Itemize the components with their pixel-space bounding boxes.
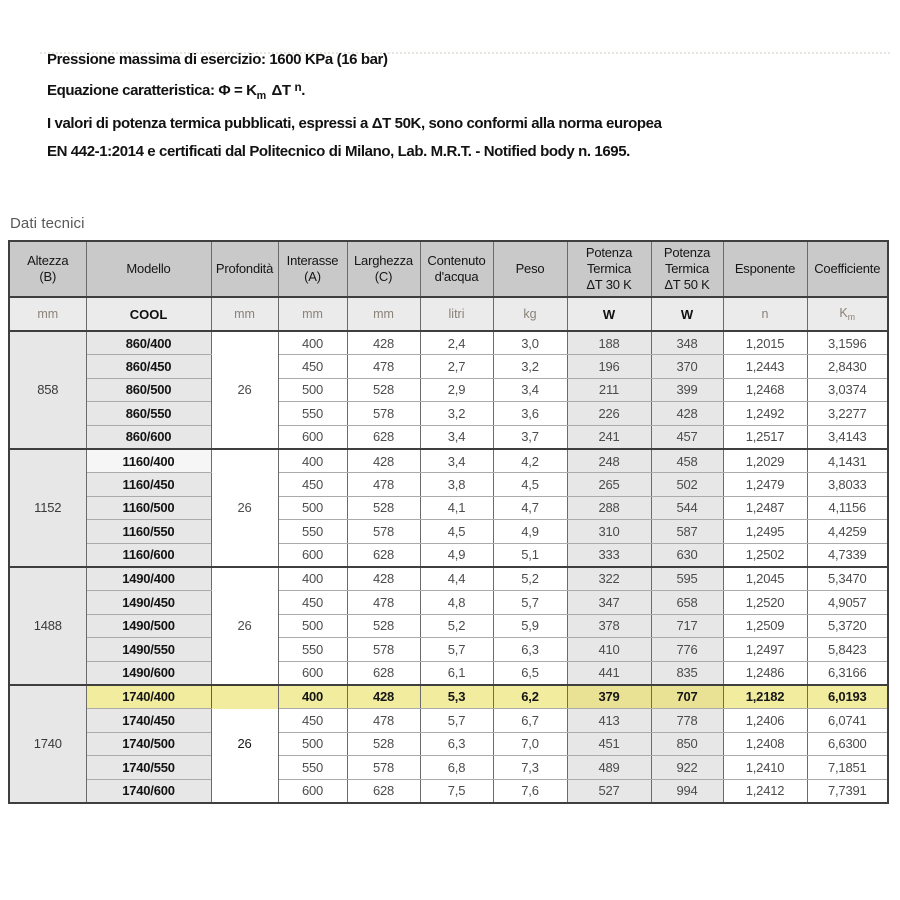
table-row-1490-500 xyxy=(9,614,888,638)
cell-coefficiente: 3,4143 xyxy=(807,425,888,449)
cell-interasse: 400 xyxy=(278,567,347,591)
cell-modello: 1490/400 xyxy=(86,567,211,591)
cell-contenuto: 3,8 xyxy=(420,473,493,497)
cell-p50: 776 xyxy=(651,638,723,662)
cell-contenuto: 2,7 xyxy=(420,355,493,379)
cell-p50: 778 xyxy=(651,709,723,733)
cell-peso: 6,2 xyxy=(493,685,567,709)
cell-p30: 413 xyxy=(567,709,651,733)
cell-larghezza: 428 xyxy=(347,567,420,591)
cell-p50: 457 xyxy=(651,425,723,449)
col-header-coefficiente: Coefficiente xyxy=(807,241,888,297)
col-header-potenza-30k: Potenza Termica ΔT 30 K xyxy=(567,241,651,297)
cell-interasse: 400 xyxy=(278,449,347,473)
cell-esponente: 1,2497 xyxy=(723,638,807,662)
table-row-860-550 xyxy=(9,402,888,426)
cell-esponente: 1,2520 xyxy=(723,591,807,615)
technical-data-table xyxy=(8,240,889,804)
cell-p50: 595 xyxy=(651,567,723,591)
cell-altezza: 1740 xyxy=(9,685,86,803)
cell-peso: 3,2 xyxy=(493,355,567,379)
cell-coefficiente: 4,9057 xyxy=(807,591,888,615)
unit-profondita: mm xyxy=(211,297,278,331)
cell-p50: 370 xyxy=(651,355,723,379)
cell-contenuto: 3,4 xyxy=(420,425,493,449)
unit-esponente: n xyxy=(723,297,807,331)
cell-contenuto: 5,7 xyxy=(420,638,493,662)
cell-modello: 1160/550 xyxy=(86,520,211,544)
cell-p50: 458 xyxy=(651,449,723,473)
cell-altezza: 858 xyxy=(9,331,86,449)
col-header-modello: Modello xyxy=(86,241,211,297)
cell-larghezza: 628 xyxy=(347,425,420,449)
cell-coefficiente: 2,8430 xyxy=(807,355,888,379)
cell-contenuto: 4,4 xyxy=(420,567,493,591)
cell-peso: 3,7 xyxy=(493,425,567,449)
cell-larghezza: 478 xyxy=(347,709,420,733)
cell-p30: 196 xyxy=(567,355,651,379)
cell-larghezza: 478 xyxy=(347,355,420,379)
table-row-1740-450 xyxy=(9,709,888,733)
cell-coefficiente: 3,1596 xyxy=(807,331,888,355)
unit-coefficiente: $K_m$ xyxy=(807,297,888,331)
unit-potenza-50k: W xyxy=(651,297,723,331)
cell-larghezza: 578 xyxy=(347,756,420,780)
cell-contenuto: 6,3 xyxy=(420,732,493,756)
cell-p50: 399 xyxy=(651,378,723,402)
cell-modello: 1740/550 xyxy=(86,756,211,780)
cell-modello: 1740/600 xyxy=(86,779,211,803)
cell-esponente: 1,2045 xyxy=(723,567,807,591)
col-header-profondita: Profondità xyxy=(211,241,278,297)
cell-esponente: 1,2410 xyxy=(723,756,807,780)
cell-esponente: 1,2406 xyxy=(723,709,807,733)
cell-p50: 717 xyxy=(651,614,723,638)
col-header-potenza-50k: Potenza Termica ΔT 50 K xyxy=(651,241,723,297)
cell-p50: 922 xyxy=(651,756,723,780)
cell-p30: 248 xyxy=(567,449,651,473)
cell-modello: 1160/500 xyxy=(86,496,211,520)
cell-p30: 410 xyxy=(567,638,651,662)
cell-coefficiente: 3,8033 xyxy=(807,473,888,497)
cell-p30: 333 xyxy=(567,543,651,567)
cell-larghezza: 478 xyxy=(347,591,420,615)
cell-p30: 188 xyxy=(567,331,651,355)
unit-potenza-30k: W xyxy=(567,297,651,331)
unit-altezza: mm xyxy=(9,297,86,331)
cell-esponente: 1,2015 xyxy=(723,331,807,355)
col-header-larghezza: Larghezza (C) xyxy=(347,241,420,297)
cell-contenuto: 7,5 xyxy=(420,779,493,803)
cell-p30: 527 xyxy=(567,779,651,803)
cell-peso: 6,3 xyxy=(493,638,567,662)
unit-contenuto: litri xyxy=(420,297,493,331)
cell-p50: 994 xyxy=(651,779,723,803)
cell-larghezza: 628 xyxy=(347,543,420,567)
cell-modello: 1490/450 xyxy=(86,591,211,615)
cell-interasse: 550 xyxy=(278,402,347,426)
cell-coefficiente: 4,4259 xyxy=(807,520,888,544)
table-row-1160-400 xyxy=(9,449,888,473)
units-row xyxy=(9,297,888,331)
cell-interasse: 500 xyxy=(278,614,347,638)
unit-modello: COOL xyxy=(86,297,211,331)
cell-interasse: 600 xyxy=(278,425,347,449)
cell-contenuto: 2,4 xyxy=(420,331,493,355)
cell-interasse: 400 xyxy=(278,685,347,709)
cell-interasse: 600 xyxy=(278,661,347,685)
equation-prefix: Equazione caratteristica: Φ = K xyxy=(47,81,257,99)
cell-esponente: 1,2487 xyxy=(723,496,807,520)
cell-peso: 7,6 xyxy=(493,779,567,803)
cell-coefficiente: 6,0741 xyxy=(807,709,888,733)
cell-p50: 348 xyxy=(651,331,723,355)
cell-modello: 860/500 xyxy=(86,378,211,402)
equation-period: . xyxy=(301,81,305,99)
cell-p30: 347 xyxy=(567,591,651,615)
cell-esponente: 1,2486 xyxy=(723,661,807,685)
cell-contenuto: 5,2 xyxy=(420,614,493,638)
cell-coefficiente: 6,6300 xyxy=(807,732,888,756)
cell-coefficiente: 4,1431 xyxy=(807,449,888,473)
cell-esponente: 1,2443 xyxy=(723,355,807,379)
cell-peso: 3,4 xyxy=(493,378,567,402)
cell-esponente: 1,2509 xyxy=(723,614,807,638)
cell-esponente: 1,2412 xyxy=(723,779,807,803)
cell-modello: 1740/500 xyxy=(86,732,211,756)
cell-profondita: 26 xyxy=(211,449,278,567)
cell-interasse: 450 xyxy=(278,709,347,733)
cell-interasse: 400 xyxy=(278,331,347,355)
cell-altezza: 1152 xyxy=(9,449,86,567)
cell-interasse: 550 xyxy=(278,638,347,662)
cell-p30: 489 xyxy=(567,756,651,780)
cell-esponente: 1,2182 xyxy=(723,685,807,709)
cell-peso: 7,0 xyxy=(493,732,567,756)
cell-modello: 860/450 xyxy=(86,355,211,379)
equation-subscript-m: m xyxy=(256,89,266,102)
cell-coefficiente: 6,0193 xyxy=(807,685,888,709)
table-row-1160-600 xyxy=(9,543,888,567)
cell-esponente: 1,2408 xyxy=(723,732,807,756)
cell-interasse: 450 xyxy=(278,473,347,497)
cell-larghezza: 578 xyxy=(347,520,420,544)
cell-p50: 630 xyxy=(651,543,723,567)
cell-modello: 860/600 xyxy=(86,425,211,449)
cell-larghezza: 578 xyxy=(347,402,420,426)
cell-contenuto: 2,9 xyxy=(420,378,493,402)
cell-esponente: 1,2517 xyxy=(723,425,807,449)
cell-larghezza: 428 xyxy=(347,685,420,709)
cell-coefficiente: 5,3720 xyxy=(807,614,888,638)
cell-coefficiente: 5,8423 xyxy=(807,638,888,662)
cell-peso: 4,9 xyxy=(493,520,567,544)
col-header-contenuto: Contenuto d'acqua xyxy=(420,241,493,297)
cell-coefficiente: 4,7339 xyxy=(807,543,888,567)
cell-esponente: 1,2502 xyxy=(723,543,807,567)
cell-p50: 658 xyxy=(651,591,723,615)
cell-coefficiente: 7,1851 xyxy=(807,756,888,780)
table-row-1490-550 xyxy=(9,638,888,662)
cell-peso: 5,2 xyxy=(493,567,567,591)
cell-larghezza: 578 xyxy=(347,638,420,662)
col-header-altezza: Altezza (B) xyxy=(9,241,86,297)
table-row-860-400 xyxy=(9,331,888,355)
cell-peso: 4,7 xyxy=(493,496,567,520)
cell-modello: 860/550 xyxy=(86,402,211,426)
cell-p50: 707 xyxy=(651,685,723,709)
cell-contenuto: 3,4 xyxy=(420,449,493,473)
table-row-1740-550 xyxy=(9,756,888,780)
table-row-860-450 xyxy=(9,355,888,379)
cell-larghezza: 628 xyxy=(347,779,420,803)
table-row-1740-600 xyxy=(9,779,888,803)
cell-peso: 5,1 xyxy=(493,543,567,567)
cell-peso: 6,5 xyxy=(493,661,567,685)
cell-p30: 265 xyxy=(567,473,651,497)
cell-coefficiente: 4,1156 xyxy=(807,496,888,520)
cell-peso: 5,9 xyxy=(493,614,567,638)
cell-p30: 379 xyxy=(567,685,651,709)
cell-modello: 1490/600 xyxy=(86,661,211,685)
cell-modello: 1740/400 xyxy=(86,685,211,709)
cell-p50: 502 xyxy=(651,473,723,497)
cell-interasse: 500 xyxy=(278,378,347,402)
cell-larghezza: 528 xyxy=(347,378,420,402)
cell-esponente: 1,2495 xyxy=(723,520,807,544)
cell-interasse: 500 xyxy=(278,496,347,520)
cell-peso: 6,7 xyxy=(493,709,567,733)
cell-modello: 1160/450 xyxy=(86,473,211,497)
cell-contenuto: 4,8 xyxy=(420,591,493,615)
table-row-860-500 xyxy=(9,378,888,402)
cell-esponente: 1,2029 xyxy=(723,449,807,473)
col-header-esponente: Esponente xyxy=(723,241,807,297)
cell-larghezza: 428 xyxy=(347,449,420,473)
cell-larghezza: 528 xyxy=(347,614,420,638)
cell-modello: 1740/450 xyxy=(86,709,211,733)
table-row-1490-600 xyxy=(9,661,888,685)
cell-contenuto: 6,8 xyxy=(420,756,493,780)
cell-contenuto: 6,1 xyxy=(420,661,493,685)
cell-peso: 5,7 xyxy=(493,591,567,615)
cell-contenuto: 3,2 xyxy=(420,402,493,426)
unit-peso: kg xyxy=(493,297,567,331)
cell-interasse: 600 xyxy=(278,543,347,567)
cell-peso: 4,5 xyxy=(493,473,567,497)
cell-esponente: 1,2492 xyxy=(723,402,807,426)
cell-p30: 211 xyxy=(567,378,651,402)
header-row xyxy=(9,241,888,297)
cell-p30: 310 xyxy=(567,520,651,544)
cell-interasse: 500 xyxy=(278,732,347,756)
cell-peso: 3,6 xyxy=(493,402,567,426)
cell-larghezza: 478 xyxy=(347,473,420,497)
table-row-1160-500 xyxy=(9,496,888,520)
table-row-1740-500 xyxy=(9,732,888,756)
intro-line-equation xyxy=(47,74,662,111)
intro-line-certificati: EN 442-1:2014 e certificati dal Politecnico di Milano, Lab. M.R.T. - Notified body n. 1695. xyxy=(47,142,630,160)
cell-larghezza: 428 xyxy=(347,331,420,355)
cell-p50: 850 xyxy=(651,732,723,756)
cell-coefficiente: 6,3166 xyxy=(807,661,888,685)
cell-p30: 451 xyxy=(567,732,651,756)
cell-coefficiente: 7,7391 xyxy=(807,779,888,803)
cell-larghezza: 528 xyxy=(347,732,420,756)
cell-esponente: 1,2479 xyxy=(723,473,807,497)
equation-exponent-n: n xyxy=(294,80,302,94)
cell-contenuto: 4,5 xyxy=(420,520,493,544)
table-row-1490-450 xyxy=(9,591,888,615)
cell-contenuto: 5,3 xyxy=(420,685,493,709)
cell-profondita: 26 xyxy=(211,567,278,685)
cell-p50: 428 xyxy=(651,402,723,426)
cell-p30: 322 xyxy=(567,567,651,591)
cell-modello: 1160/600 xyxy=(86,543,211,567)
table-row-860-600 xyxy=(9,425,888,449)
cell-interasse: 550 xyxy=(278,520,347,544)
cell-altezza: 1488 xyxy=(9,567,86,685)
cell-coefficiente: 3,2277 xyxy=(807,402,888,426)
equation-delta-t: ΔT xyxy=(267,81,295,99)
cell-peso: 7,3 xyxy=(493,756,567,780)
cell-p30: 441 xyxy=(567,661,651,685)
cell-p30: 288 xyxy=(567,496,651,520)
cell-modello: 860/400 xyxy=(86,331,211,355)
cell-interasse: 600 xyxy=(278,779,347,803)
table-row-1160-450 xyxy=(9,473,888,497)
intro-line-pressure: Pressione massima di esercizio: 1600 KPa (16 bar) xyxy=(47,51,388,68)
cell-interasse: 450 xyxy=(278,591,347,615)
intro-block xyxy=(47,46,662,165)
cell-peso: 4,2 xyxy=(493,449,567,473)
col-header-interasse: Interasse (A) xyxy=(278,241,347,297)
cell-modello: 1490/500 xyxy=(86,614,211,638)
cell-interasse: 550 xyxy=(278,756,347,780)
cell-contenuto: 4,9 xyxy=(420,543,493,567)
cell-p30: 241 xyxy=(567,425,651,449)
cell-larghezza: 628 xyxy=(347,661,420,685)
cell-profondita: 26 xyxy=(211,331,278,449)
unit-km-subscript: m xyxy=(847,312,856,323)
cell-p50: 835 xyxy=(651,661,723,685)
col-header-peso: Peso xyxy=(493,241,567,297)
cell-p30: 378 xyxy=(567,614,651,638)
cell-contenuto: 4,1 xyxy=(420,496,493,520)
cell-coefficiente: 5,3470 xyxy=(807,567,888,591)
cell-modello: 1160/400 xyxy=(86,449,211,473)
cell-modello: 1490/550 xyxy=(86,638,211,662)
unit-larghezza: mm xyxy=(347,297,420,331)
cell-esponente: 1,2468 xyxy=(723,378,807,402)
table-row-1490-400 xyxy=(9,567,888,591)
cell-p30: 226 xyxy=(567,402,651,426)
table-row-1740-400 xyxy=(9,685,888,709)
table-body xyxy=(9,331,888,803)
table-title: Dati tecnici xyxy=(10,215,85,232)
cell-p50: 544 xyxy=(651,496,723,520)
table-wrap xyxy=(8,240,887,804)
cell-peso: 3,0 xyxy=(493,331,567,355)
cell-coefficiente: 3,0374 xyxy=(807,378,888,402)
cell-interasse: 450 xyxy=(278,355,347,379)
unit-interasse: mm xyxy=(278,297,347,331)
cell-larghezza: 528 xyxy=(347,496,420,520)
cell-contenuto: 5,7 xyxy=(420,709,493,733)
cell-profondita: 26 xyxy=(211,685,278,803)
cell-p50: 587 xyxy=(651,520,723,544)
intro-line-norma: I valori di potenza termica pubblicati, espressi a ΔT 50K, sono conformi alla norma europea xyxy=(47,115,662,132)
table-row-1160-550 xyxy=(9,520,888,544)
